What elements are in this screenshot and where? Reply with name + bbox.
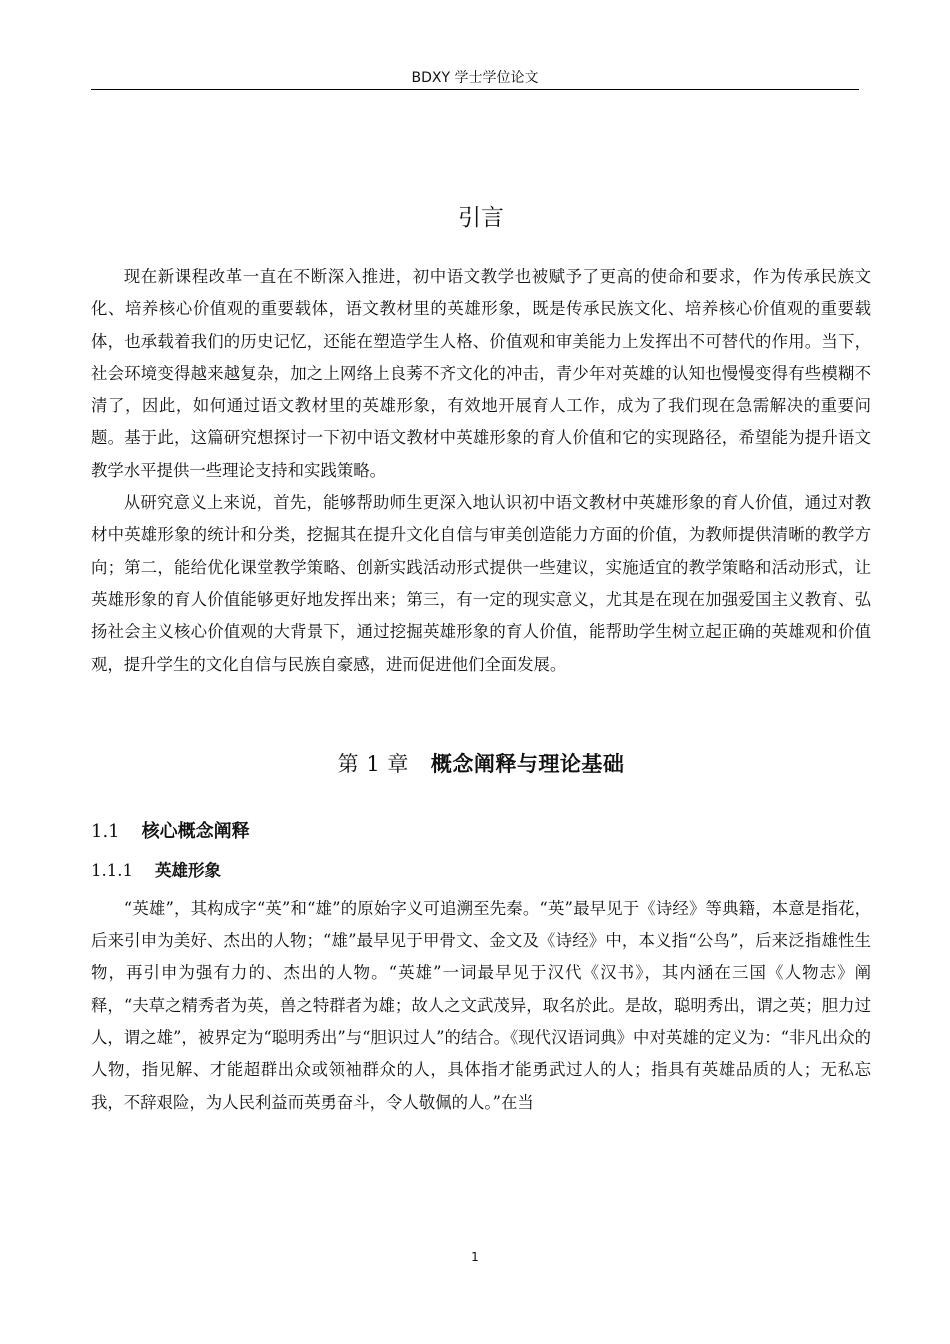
section-title: 核心概念阐释 xyxy=(141,820,250,842)
subsection-number: 1.1.1 xyxy=(91,860,133,880)
body-paragraph: “英雄”，其构成字“英”和“雄”的原始字义可追溯至先秦。“英”最早见于《诗经》等典籍，本意是指花，后来引申为美好、杰出的人物；“雄”最早见于甲骨文、金文及《诗经》中，本义指“公鸟”，后来泛指雄性生物，再引申为强有力的、杰出的人物。“英雄”一词最早见于汉代《汉书》，其内涵在三国《人物志》阐释，“夫草之精秀者为英，兽之特群者为雄；故人之文武茂异，取名於此。是故，聪明秀出，谓之英；胆力过人，谓之雄”，被界定为“聪明秀出”与“胆识过人”的结合。《现代汉语词典》中对英雄的定义为：“非凡出众的人物，指见解、才能超群出众或领袖群众的人，具体指才能勇武过人的人；指具有英雄品质的人；无私忘我，不辞艰险，为人民利益而英勇奋斗，令人敬佩的人。”在当 xyxy=(91,898,871,1112)
subsection-heading xyxy=(91,851,871,891)
chapter-title: 概念阐释与理论基础 xyxy=(430,751,625,776)
chapter-heading xyxy=(91,729,871,799)
running-header: BDXY 学士学位论文 xyxy=(91,68,859,90)
introduction-title: 引言 xyxy=(458,205,504,231)
section-number: 1.1 xyxy=(91,820,120,842)
chapter-number: 第 1 章 xyxy=(337,751,409,776)
intro-paragraph-1: 现在新课程改革一直在不断深入推进，初中语文教学也被赋予了更高的使命和要求，作为传承民族文化、培养核心价值观的重要载体，语文教材里的英雄形象，既是传承民族文化、培养核心价值观的重要载体，也承载着我们的历史记忆，还能在塑造学生人格、价值观和审美能力上发挥出不可替代的作用。当下，社会环境变得越来越复杂，加之上网络上良莠不齐文化的冲击，青少年对英雄的认知也慢慢变得有些模糊不清了，因此，如何通过语文教材里的英雄形象，有效地开展育人工作，成为了我们现在急需解决的重要问题。基于此，这篇研究想探讨一下初中语文教材中英雄形象的育人价值和它的实现路径，希望能为提升语文教学水平提供一些理论支持和实践策略。 xyxy=(91,267,871,480)
page-number: 1 xyxy=(471,1250,479,1264)
page-body xyxy=(91,196,871,1119)
intro-paragraph-2: 从研究意义上来说，首先，能够帮助师生更深入地认识初中语文教材中英雄形象的育人价值，通过对教材中英雄形象的统计和分类，挖掘其在提升文化自信与审美创造能力方面的价值，为教师提供清晰的教学方向；第二，能给优化课堂教学策略、创新实践活动形式提供一些建议，实施适宜的教学策略和活动形式，让英雄形象的育人价值能够更好地发挥出来；第三，有一定的现实意义，尤其是在现在加强爱国主义教育、弘扬社会主义核心价值观的大背景下，通过挖掘英雄形象的育人价值，能帮助学生树立起正确的英雄观和价值观，提升学生的文化自信与民族自豪感，进而促进他们全面发展。 xyxy=(91,493,871,674)
subsection-title: 英雄形象 xyxy=(154,860,221,880)
